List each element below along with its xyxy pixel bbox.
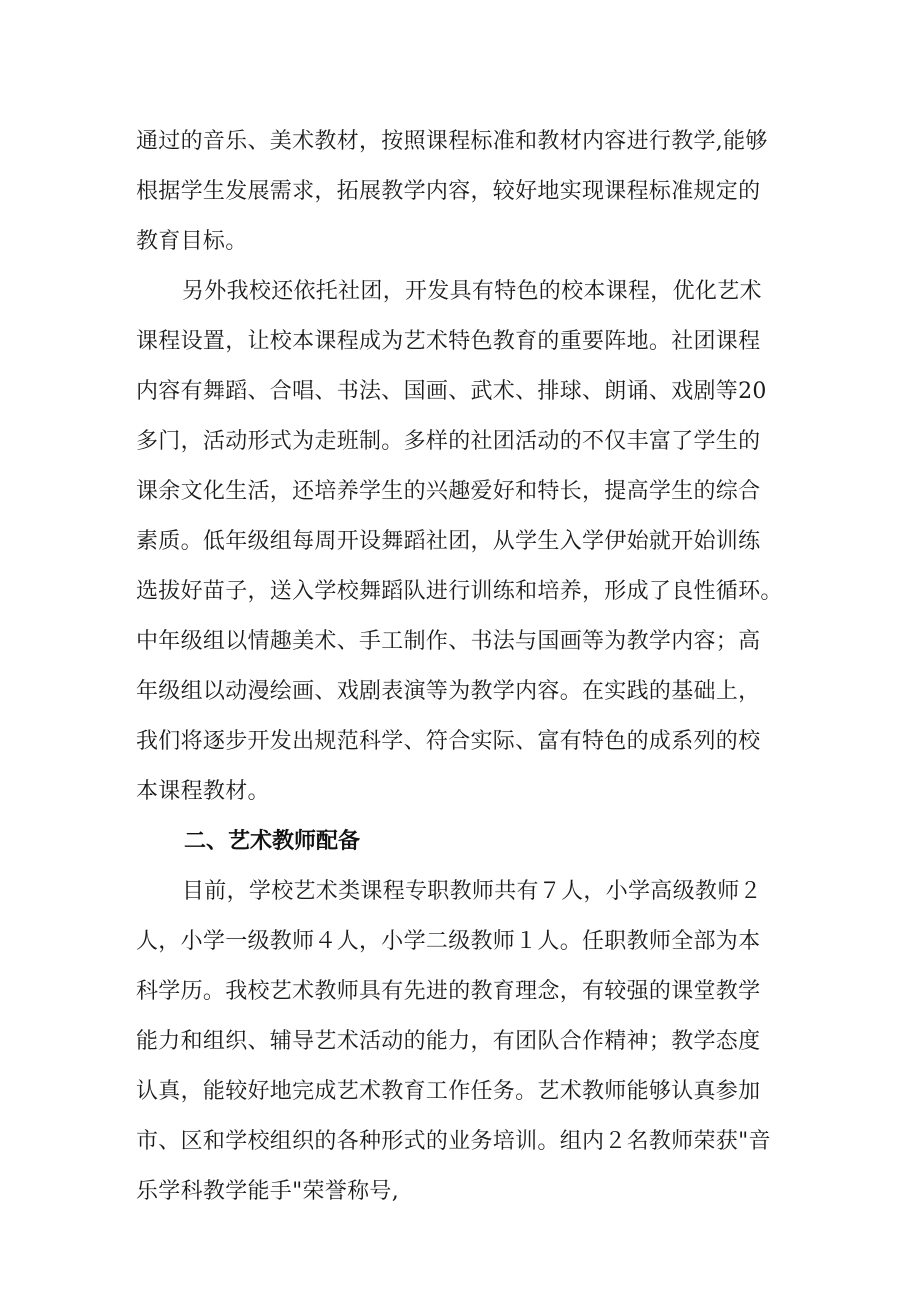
- text-line: 年级组以动漫绘画、戏剧表演等为教学内容。在实践的基础上，: [136, 679, 761, 704]
- text-line: 素质。低年级组每周开设舞蹈社团，从学生入学伊始就开始训练: [136, 529, 761, 554]
- text-line: 科学历。我校艺术教师具有先进的教育理念，有较强的课堂教学: [136, 979, 761, 1004]
- text-line: 乐学科教学能手"荣誉称号,: [136, 1179, 400, 1204]
- text-line: 我们将逐步开发出规范科学、符合实际、富有特色的成系列的校: [136, 729, 761, 754]
- text-line: 中年级组以情趣美术、手工制作、书法与国画等为教学内容；高: [136, 629, 761, 654]
- text-line: 根据学生发展需求，拓展教学内容，较好地实现课程标准规定的: [136, 179, 761, 204]
- text-line: 市、区和学校组织的各种形式的业务培训。组内２名教师荣获"音: [136, 1129, 771, 1154]
- text-line: 选拔好苗子，送入学校舞蹈队进行训练和培养，形成了良性循环。: [136, 579, 783, 604]
- text-line: 多门，活动形式为走班制。多样的社团活动的不仅丰富了学生的: [136, 429, 761, 454]
- text-line: 教育目标。: [136, 229, 248, 254]
- text-line: 内容有舞蹈、合唱、书法、国画、武术、排球、朗诵、戏剧等20: [136, 379, 767, 404]
- text-line: 能力和组织、辅导艺术活动的能力，有团队合作精神；教学态度: [136, 1029, 761, 1054]
- text-line: 认真，能较好地完成艺术教育工作任务。艺术教师能够认真参加: [136, 1079, 761, 1104]
- text-line: 目前，学校艺术类课程专职教师共有７人，小学高级教师２: [182, 879, 762, 904]
- text-line: 另外我校还依托社团，开发具有特色的校本课程，优化艺术: [182, 279, 762, 304]
- text-line: 通过的音乐、美术教材，按照课程标准和教材内容进行教学,能够: [136, 129, 768, 154]
- text-line: 课程设置，让校本课程成为艺术特色教育的重要阵地。社团课程: [136, 329, 761, 354]
- text-line: 课余文化生活，还培养学生的兴趣爱好和特长，提高学生的综合: [136, 479, 761, 504]
- text-line: 人，小学一级教师４人，小学二级教师１人。任职教师全部为本: [136, 929, 761, 954]
- text-line: 本课程教材。: [136, 779, 270, 804]
- section-heading: 二、艺术教师配备: [184, 829, 361, 854]
